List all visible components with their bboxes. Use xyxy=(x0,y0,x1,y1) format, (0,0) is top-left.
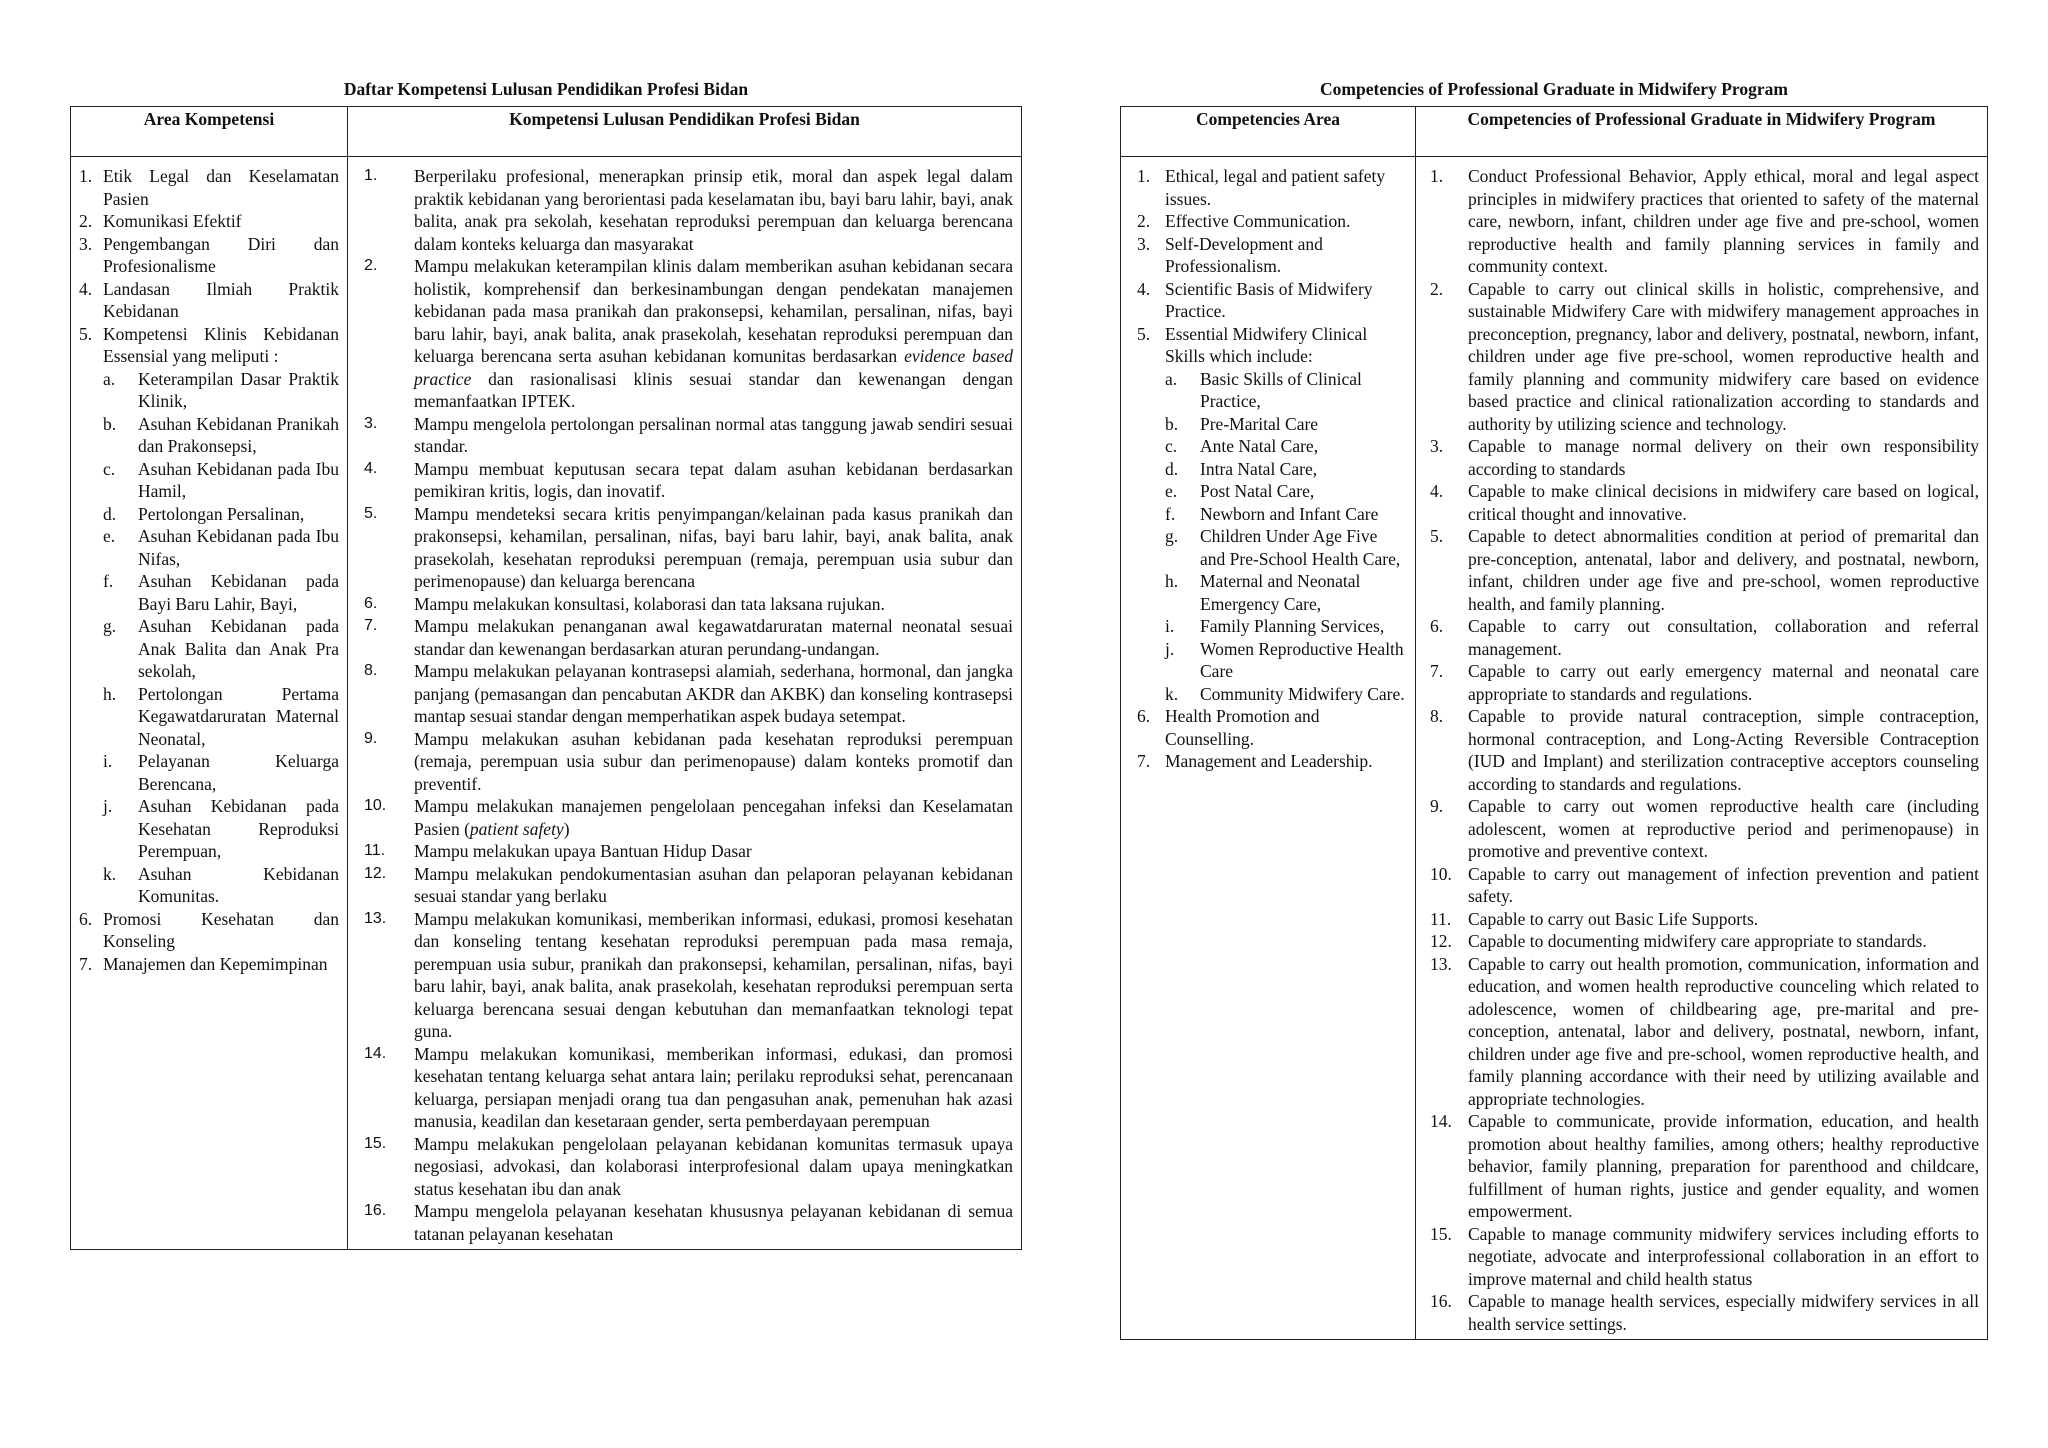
competency-item: 1. Berperilaku profesional, menerapkan prinsip etik, moral dan aspek legal dalam praktik kebidanan yang berorientasi pada keselamatan ibu, bayi baru lahir, bayi, anak balita, anak pra sekolah, kesehatan reproduksi perempuan dan keluarga berencana dalam konteks keluarga dan masyarakat xyxy=(364,166,1013,254)
competency-item: 14. Mampu melakukan komunikasi, memberikan informasi, edukasi, dan promosi kesehatan tentang keluarga sehat antara lain; perilaku reproduksi sehat, perencanaan keluarga, persiapan menjadi orang tua dan pengasuhan anak, pemenuhan hak azasi manusia, keadilan dan kesetaraan gender, serta pemberdayaan perempuan xyxy=(364,1043,1013,1131)
english-competency-document xyxy=(1120,78,1988,1340)
sub-area-item: f. Asuhan Kebidanan pada Bayi Baru Lahir, Bayi, xyxy=(103,571,339,614)
table-body-row xyxy=(71,157,1022,1250)
area-column-header: Area Kompetensi xyxy=(71,107,348,157)
sub-area-item: d. Pertolongan Persalinan, xyxy=(103,503,305,524)
competency-cell xyxy=(1416,157,1988,1340)
competency-list xyxy=(356,165,1013,1245)
competency-item: 3. Capable to manage normal delivery on their own responsibility according to standards xyxy=(1430,436,1979,479)
competency-item: 12. Capable to documenting midwifery care appropriate to standards. xyxy=(1430,931,1927,951)
competency-item: 10. Capable to carry out management of infection prevention and patient safety. xyxy=(1430,863,1979,906)
competency-item: 7. Mampu melakukan penanganan awal kegawatdaruratan maternal neonatal sesuai standar dan kewenangan berdasarkan aturan perundang-undangan. xyxy=(364,616,1013,659)
competency-item: 15. Capable to manage community midwifery services including efforts to negotiate, advocate and interprofessional collaboration in an effort to improve maternal and child health status xyxy=(1430,1223,1979,1289)
table-header-row xyxy=(1121,107,1988,157)
competency-item: 8. Capable to provide natural contraception, simple contraception, hormonal contraception, and Long-Acting Reversible Contraception (IUD and Implant) and sterilization contraceptive acceptors counseling according to standards and regulations. xyxy=(1430,706,1979,794)
competency-item: 10. Mampu melakukan manajemen pengelolaan pencegahan infeksi dan Keselamatan Pasien (patient safety) xyxy=(364,796,1013,839)
table-header-row xyxy=(71,107,1022,157)
area-item: 4. Scientific Basis of Midwifery Practice. xyxy=(1137,278,1373,321)
sub-area-item: f. Newborn and Infant Care xyxy=(1165,503,1379,524)
sub-area-list xyxy=(103,368,339,908)
competency-item: 1. Conduct Professional Behavior, Apply ethical, moral and legal aspect principles in midwifery practices that oriented to safety of the maternal care, newborn, infant, children under age five and pre-school, women reproductive health and family planning services in family and community context. xyxy=(1430,166,1979,276)
area-list xyxy=(1129,165,1407,773)
document-title: Competencies of Professional Graduate in Midwifery Program xyxy=(1320,79,1788,99)
competency-item: 8. Mampu melakukan pelayanan kontrasepsi alamiah, sederhana, hormonal, dan jangka panjang (pemasangan dan pencabutan AKDR dan AKBK) dan konseling kontrasepsi mantap sesuai standar dengan memperhatikan aspek budaya setempat. xyxy=(364,661,1013,726)
competency-item: 5. Mampu mendeteksi secara kritis penyimpangan/kelainan pada kasus pranikah dan prakonsepsi, kehamilan, persalinan, nifas, bayi baru lahir, bayi, anak balita, anak prasekolah, kesehatan reproduksi perempuan (remaja, perempuan usia subur dan perimenopause) dan keluarga berencana xyxy=(364,503,1013,591)
sub-area-item: a. Basic Skills of Clinical Practice, xyxy=(1165,368,1362,411)
competency-item: 15. Mampu melakukan pengelolaan pelayanan kebidanan komunitas termasuk upaya negosiasi, advokasi, dan kolaborasi interprofesional dalam upaya meningkatkan status kesehatan ibu dan anak xyxy=(364,1133,1013,1199)
document-title: Daftar Kompetensi Lulusan Pendidikan Profesi Bidan xyxy=(343,79,749,99)
table-body-row xyxy=(1121,157,1988,1340)
sub-area-item: k. Community Midwifery Care. xyxy=(1165,683,1405,704)
sub-area-item: h. Maternal and Neonatal Emergency Care, xyxy=(1165,571,1361,614)
sub-area-item: g. Children Under Age Five and Pre-School Health Care, xyxy=(1165,526,1401,569)
area-item: 1. Ethical, legal and patient safety issues. xyxy=(1137,166,1386,209)
competency-item: 4. Mampu membuat keputusan secara tepat dalam asuhan kebidanan berdasarkan pemikiran kritis, logis, dan inovatif. xyxy=(364,458,1013,501)
sub-area-item: i. Pelayanan Keluarga Berencana, xyxy=(103,751,339,794)
area-item: 3. Self-Development and Professionalism. xyxy=(1137,233,1323,276)
area-item: 3. Pengembangan Diri dan Profesionalisme xyxy=(79,233,339,276)
competency-item: 16. Mampu mengelola pelayanan kesehatan khususnya pelayanan kebidanan di semua tatanan pelayanan kesehatan xyxy=(364,1201,1013,1244)
area-cell xyxy=(71,157,348,1250)
competency-list xyxy=(1424,165,1979,1335)
area-item: 2. Effective Communication. xyxy=(1137,211,1351,231)
sub-area-item: e. Post Natal Care, xyxy=(1165,481,1315,501)
indonesian-competency-document xyxy=(70,78,1022,1250)
sub-area-item: c. Ante Natal Care, xyxy=(1165,436,1319,456)
area-item: 2. Komunikasi Efektif xyxy=(79,211,242,231)
area-item: 5. Essential Midwifery Clinical Skills which include: a. Basic Skills of Clinical Practice, b. Pre-Marital Care c. Ante Natal Care, d. Intra Natal Care, e. Post Natal Care, f. Newborn and Infant Care g. Children Under Age Five and Pre-School Health Care, h. Maternal and Neonatal Emergency Care, i. Family Planning Services, j. Women Reproductive Health Care k. Community Midwifery Care. xyxy=(1129,323,1407,706)
area-item: 5. Kompetensi Klinis Kebidanan Essensial yang meliputi : a. Keterampilan Dasar Praktik Klinik, b. Asuhan Kebidanan Pranikah dan Prakonsepsi, c. Asuhan Kebidanan pada Ibu Hamil, d. Pertolongan Persalinan, e. Asuhan Kebidanan pada Ibu Nifas, f. Asuhan Kebidanan pada Bayi Baru Lahir, Bayi, g. Asuhan Kebidanan pada Anak Balita dan Anak Pra sekolah, h. Pertolongan Pertama Kegawatdaruratan Maternal Neonatal, i. Pelayanan Keluarga Berencana, j. Asuhan Kebidanan pada Kesehatan Reproduksi Perempuan, k. Asuhan Kebidanan Komunitas. xyxy=(79,323,339,906)
competency-item: 6. Capable to carry out consultation, collaboration and referral management. xyxy=(1430,616,1979,659)
competency-item: 11. Capable to carry out Basic Life Supports. xyxy=(1430,908,1759,929)
sub-area-item: c. Asuhan Kebidanan pada Ibu Hamil, xyxy=(103,458,339,501)
sub-area-item: b. Pre-Marital Care xyxy=(1165,413,1319,434)
competency-cell xyxy=(348,157,1022,1250)
sub-area-item: j. Women Reproductive Health Care xyxy=(1165,638,1404,681)
sub-area-item: g. Asuhan Kebidanan pada Anak Balita dan Anak Pra sekolah, xyxy=(103,616,339,681)
competency-table xyxy=(1120,106,1988,1340)
sub-area-item: e. Asuhan Kebidanan pada Ibu Nifas, xyxy=(103,526,339,569)
competency-item: 9. Mampu melakukan asuhan kebidanan pada kesehatan reproduksi perempuan (remaja, perempuan usia subur dan perimenopause) dalam konteks promotif dan preventif. xyxy=(364,728,1013,794)
area-cell xyxy=(1121,157,1416,1340)
competency-item: 4. Capable to make clinical decisions in midwifery care based on logical, critical thought and innovative. xyxy=(1430,481,1979,524)
area-list xyxy=(79,165,339,975)
sub-area-item: k. Asuhan Kebidanan Komunitas. xyxy=(103,863,339,906)
competency-column-header: Kompetensi Lulusan Pendidikan Profesi Bidan xyxy=(348,107,1022,157)
competency-item: 7. Capable to carry out early emergency maternal and neonatal care appropriate to standards and regulations. xyxy=(1430,661,1979,704)
competency-item: 13. Mampu melakukan komunikasi, memberikan informasi, edukasi, promosi kesehatan dan konseling tentang kesehatan reproduksi perempuan pada masa remaja, perempuan usia subur, pranikah dan prakonsepsi, kehamilan, persalinan, nifas, bayi baru lahir, bayi, anak balita, anak prasekolah, kesehatan reproduksi perempuan serta keluarga berencana sesuai dengan kebutuhan dan memanfaatkan teknologi tepat guna. xyxy=(364,908,1013,1041)
sub-area-item: h. Pertolongan Pertama Kegawatdaruratan Maternal Neonatal, xyxy=(103,683,339,749)
competency-item: 3. Mampu mengelola pertolongan persalinan normal atas tanggung jawab sendiri sesuai standar. xyxy=(364,413,1013,456)
sub-area-item: a. Keterampilan Dasar Praktik Klinik, xyxy=(103,368,339,411)
area-item: 6. Promosi Kesehatan dan Konseling xyxy=(79,908,339,951)
competency-item: 11. Mampu melakukan upaya Bantuan Hidup Dasar xyxy=(364,841,752,861)
sub-area-item: b. Asuhan Kebidanan Pranikah dan Prakonsepsi, xyxy=(103,413,339,456)
competency-table xyxy=(70,106,1022,1250)
competency-item: 6. Mampu melakukan konsultasi, kolaborasi dan tata laksana rujukan. xyxy=(364,593,885,614)
area-item: 6. Health Promotion and Counselling. xyxy=(1137,706,1320,749)
competency-item: 14. Capable to communicate, provide information, education, and health promotion about healthy families, among others; healthy reproductive behavior, family planning, preparation for parenthood and childcare, fulfillment of human rights, justice and gender equality, and women empowerment. xyxy=(1430,1111,1979,1221)
competency-item: 5. Capable to detect abnormalities condition at period of premarital dan pre-conception, antenatal, labor and delivery, and postnatal, newborn, infant, children under age five and pre-school, women reproductive health, and family planning. xyxy=(1430,526,1979,614)
competency-item: 9. Capable to carry out women reproductive health care (including adolescent, women at reproductive period and perimenopause) in promotive and preventive context. xyxy=(1430,796,1979,861)
sub-area-list xyxy=(1165,368,1407,706)
sub-area-item: j. Asuhan Kebidanan pada Kesehatan Reproduksi Perempuan, xyxy=(103,796,339,861)
competency-item: 12. Mampu melakukan pendokumentasian asuhan dan pelaporan pelayanan kebidanan sesuai standar yang berlaku xyxy=(364,863,1013,906)
competency-item: 16. Capable to manage health services, especially midwifery services in all health service settings. xyxy=(1430,1291,1979,1334)
competency-column-header: Competencies of Professional Graduate in Midwifery Program xyxy=(1416,107,1988,157)
sub-area-item: i. Family Planning Services, xyxy=(1165,616,1385,636)
competency-item: 2. Mampu melakukan keterampilan klinis dalam memberikan asuhan kebidanan secara holistik, komprehensif dan berkesinambungan dengan pendekatan manajemen kebidanan pada masa pranikah dan prakonsepsi, kehamilan, persalinan, nifas, bayi baru lahir, bayi, anak balita, anak prasekolah, kesehatan reproduksi perempuan dan keluarga berencana serta asuhan kebidanan komunitas berdasarkan evidence based practice dan rasionalisasi klinis sesuai standar dan kewenangan dengan memanfaatkan IPTEK. xyxy=(364,256,1013,411)
sub-area-item: d. Intra Natal Care, xyxy=(1165,458,1318,479)
area-column-header: Competencies Area xyxy=(1121,107,1416,157)
area-item: 1. Etik Legal dan Keselamatan Pasien xyxy=(79,166,339,209)
competency-item: 2. Capable to carry out clinical skills in holistic, comprehensive, and sustainable Midwifery Care with midwifery management approaches in preconception, pregnancy, labor and delivery, postnatal, newborn, infant, children under age five pre-school, women reproductive health and family planning and community midwifery care based on evidence based practice and clinical rationalization according to standards and authority by utilizing science and technology. xyxy=(1430,278,1979,434)
area-item: 7. Management and Leadership. xyxy=(1137,751,1373,771)
competency-item: 13. Capable to carry out health promotion, communication, information and education, and women health reproductive counceling which related to adolescence, women of childbearing age, pre-marital and pre-conception, antenatal, labor and delivery, postnatal, newborn, infant, children under age five and pre-school, women reproductive health, and family planning accordance with their need by utilizing available and appropriate technologies. xyxy=(1430,953,1979,1109)
area-item: 7. Manajemen dan Kepemimpinan xyxy=(79,953,328,974)
area-item: 4. Landasan Ilmiah Praktik Kebidanan xyxy=(79,278,339,321)
